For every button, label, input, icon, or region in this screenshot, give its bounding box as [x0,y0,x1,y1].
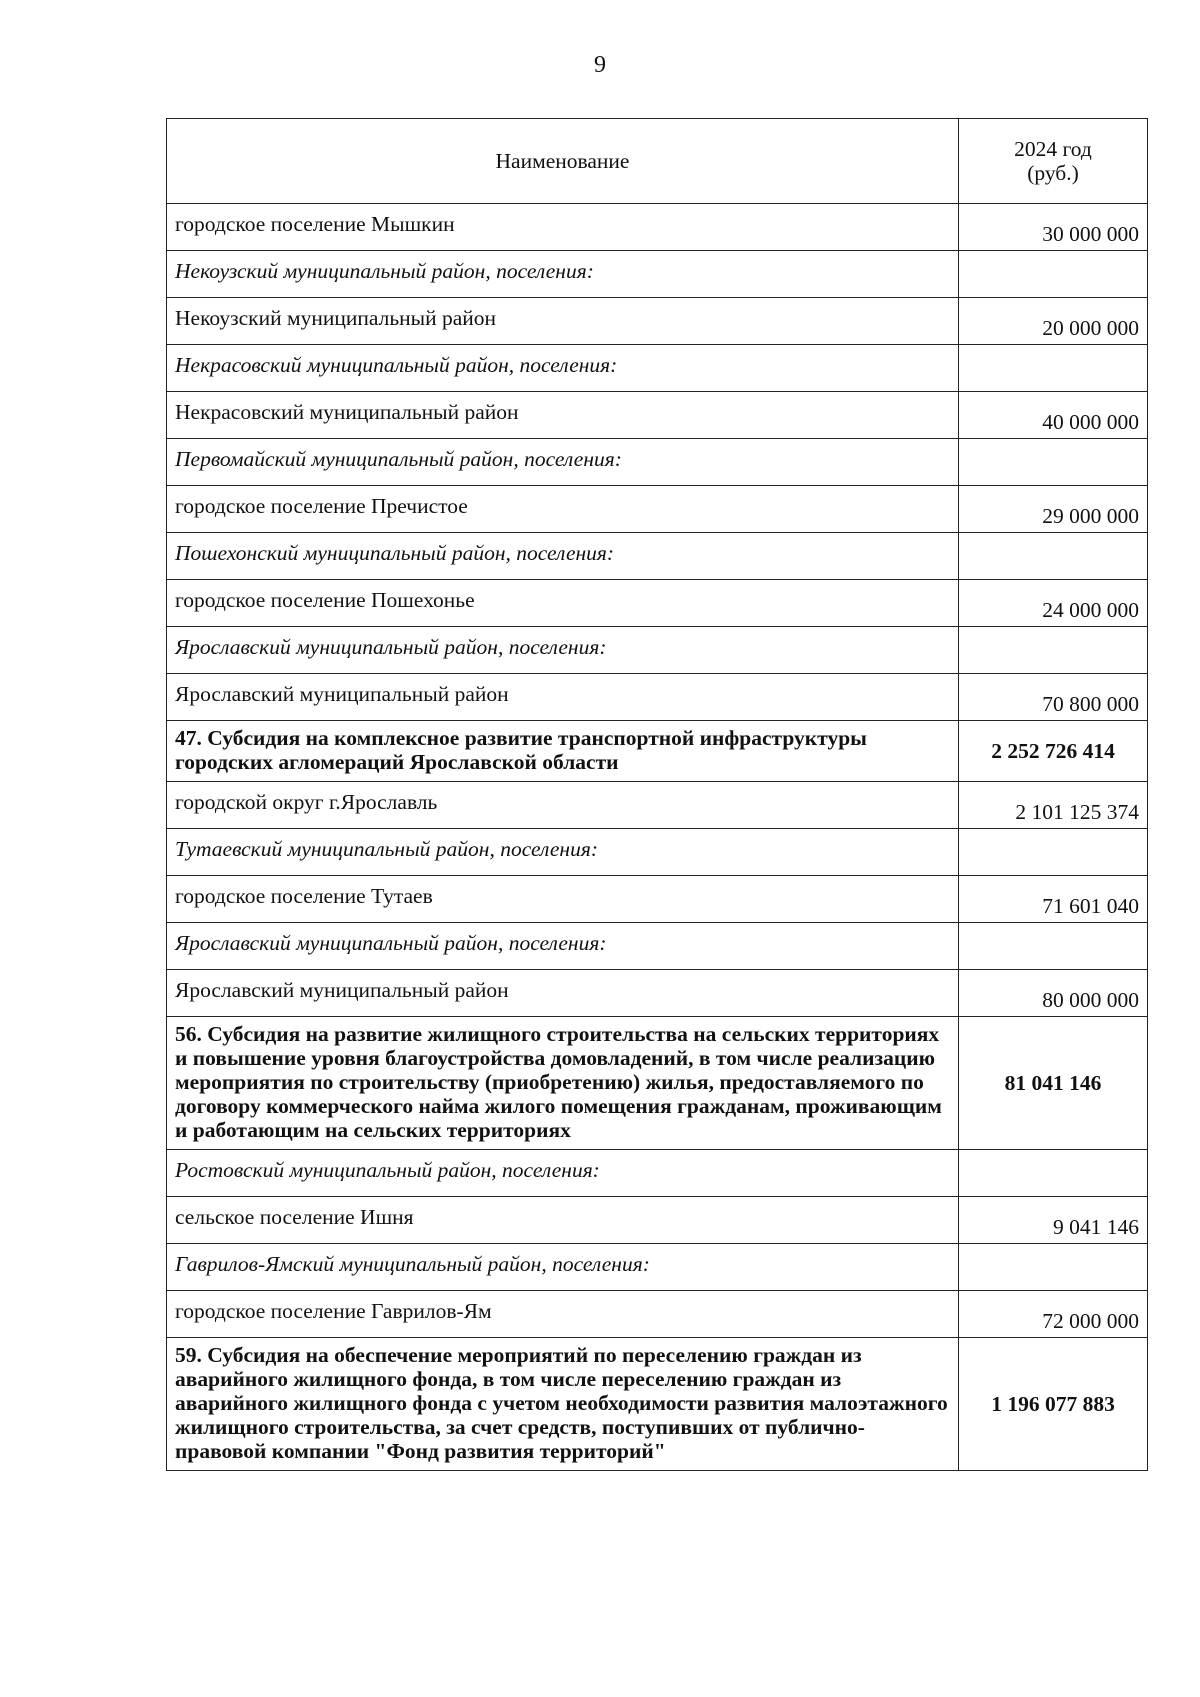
row-name: Ярославский муниципальный район [167,970,959,1017]
row-amount: 9 041 146 [959,1197,1148,1244]
row-amount [959,923,1148,970]
row-name: сельское поселение Ишня [167,1197,959,1244]
table-row [167,876,1148,923]
table-row [167,782,1148,829]
district-heading-row [167,829,1148,876]
row-amount: 80 000 000 [959,970,1148,1017]
table-row [167,204,1148,251]
row-amount: 2 101 125 374 [959,782,1148,829]
row-name: городское поселение Тутаев [167,876,959,923]
row-amount: 81 041 146 [959,1017,1148,1150]
row-name: 59. Субсидия на обеспечение мероприятий по переселению граждан из аварийного жилищного фонда, в том числе переселению граждан из аварийного жилищного фонда с учетом необходимости развития малоэтажного жилищного строительства, за счет средств, поступивших от публично-правовой компании "Фонд развития территорий" [167,1338,959,1471]
table-row [167,674,1148,721]
column-header-unit: (руб.) [1027,161,1079,185]
district-heading-row [167,251,1148,298]
district-heading-row [167,627,1148,674]
table-row [167,970,1148,1017]
row-amount: 24 000 000 [959,580,1148,627]
row-amount: 30 000 000 [959,204,1148,251]
row-amount [959,345,1148,392]
row-name: городское поселение Гаврилов-Ям [167,1291,959,1338]
row-name: Ростовский муниципальный район, поселения: [167,1150,959,1197]
table-row [167,1291,1148,1338]
row-amount: 1 196 077 883 [959,1338,1148,1471]
row-amount [959,829,1148,876]
row-name: Ярославский муниципальный район [167,674,959,721]
row-name: Тутаевский муниципальный район, поселения: [167,829,959,876]
row-name: Некоузский муниципальный район [167,298,959,345]
row-name: Ярославский муниципальный район, поселения: [167,923,959,970]
column-header-name: Наименование [167,119,959,204]
table-body [167,204,1148,1471]
row-name: городской округ г.Ярославль [167,782,959,829]
row-amount: 29 000 000 [959,486,1148,533]
row-name: Некрасовский муниципальный район, поселения: [167,345,959,392]
row-name: городское поселение Пошехонье [167,580,959,627]
subsidy-row [167,1338,1148,1471]
table-row [167,486,1148,533]
row-amount [959,439,1148,486]
row-name: Гаврилов-Ямский муниципальный район, поселения: [167,1244,959,1291]
row-amount [959,251,1148,298]
table-row [167,580,1148,627]
column-header-year: 2024 год [1014,137,1092,161]
row-amount [959,533,1148,580]
row-name: Некоузский муниципальный район, поселения: [167,251,959,298]
district-heading-row [167,533,1148,580]
table-row [167,1197,1148,1244]
table-row [167,298,1148,345]
budget-table [166,118,1148,1471]
row-name: 56. Субсидия на развитие жилищного строительства на сельских территориях и повышение уровня благоустройства домовладений, в том числе реализацию мероприятия по строительству (приобретению) жилья, предоставляемого по договору коммерческого найма жилого помещения гражданам, проживающим и работающим на сельских территориях [167,1017,959,1150]
district-heading-row [167,1244,1148,1291]
row-amount: 70 800 000 [959,674,1148,721]
row-name: городское поселение Пречистое [167,486,959,533]
row-name: Пошехонский муниципальный район, поселения: [167,533,959,580]
row-name: 47. Субсидия на комплексное развитие транспортной инфраструктуры городских агломераций Ярославской области [167,721,959,782]
district-heading-row [167,1150,1148,1197]
row-amount [959,1244,1148,1291]
row-amount: 71 601 040 [959,876,1148,923]
row-amount: 40 000 000 [959,392,1148,439]
district-heading-row [167,923,1148,970]
row-amount: 20 000 000 [959,298,1148,345]
row-name: Некрасовский муниципальный район [167,392,959,439]
row-amount [959,627,1148,674]
table-row [167,392,1148,439]
row-amount: 2 252 726 414 [959,721,1148,782]
row-amount [959,1150,1148,1197]
row-name: Первомайский муниципальный район, поселения: [167,439,959,486]
district-heading-row [167,345,1148,392]
column-header-amount [959,119,1148,204]
row-amount: 72 000 000 [959,1291,1148,1338]
subsidy-row [167,1017,1148,1150]
district-heading-row [167,439,1148,486]
row-name: городское поселение Мышкин [167,204,959,251]
row-name: Ярославский муниципальный район, поселения: [167,627,959,674]
subsidy-row [167,721,1148,782]
table-header-row [167,119,1148,204]
page-number: 9 [594,52,606,78]
